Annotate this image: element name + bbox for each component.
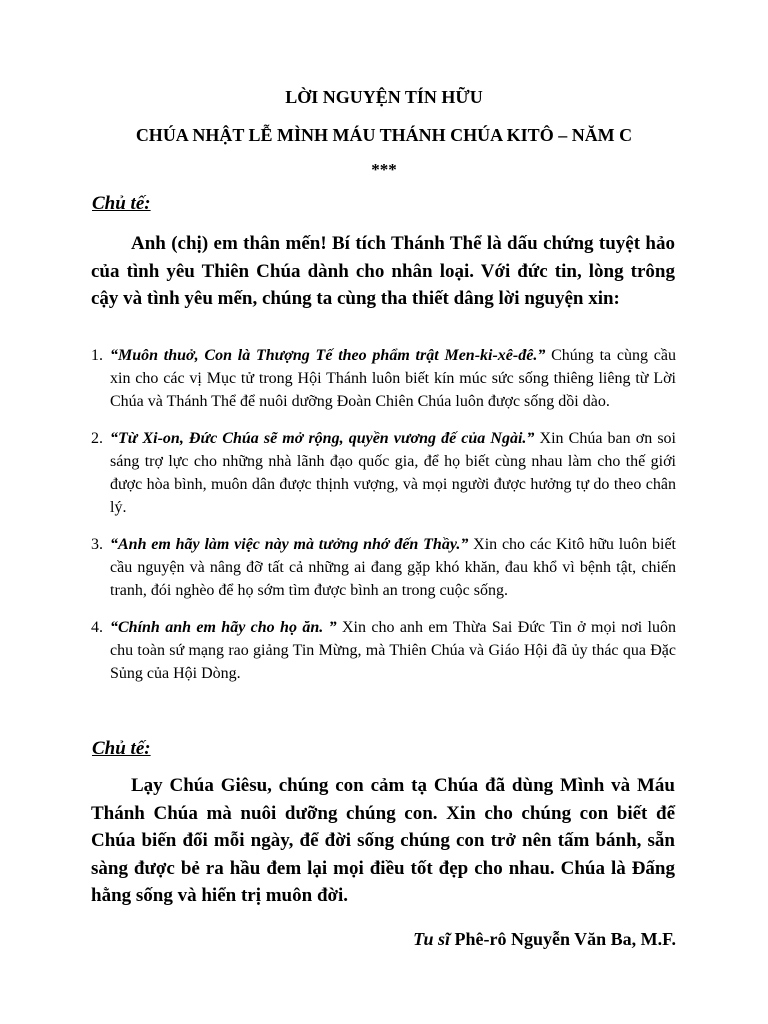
intention-item	[91, 427, 676, 519]
opening-prayer	[91, 230, 675, 313]
closing-prayer-text: Lạy Chúa Giêsu, chúng con cảm tạ Chúa đã dùng Mình và Máu Thánh Chúa mà nuôi dưỡng chúng con. Xin cho chúng con biết để Chúa biến đổi mỗi ngày, để đời sống chúng con trở nên tấm bánh, sẵn sàng được bẻ ra hầu đem lại mọi điều tốt đẹp cho nhau. Chúa là Đấng hằng sống và hiển trị muôn đời.	[91, 775, 675, 906]
closing-celebrant-label: Chủ tế:	[92, 738, 151, 759]
opening-prayer-text: Anh (chị) em thân mến! Bí tích Thánh Thể là dấu chứng tuyệt hảo của tình yêu Thiên Chúa dành cho nhân loại. Với đức tin, lòng trông cậy và tình yêu mến, chúng ta cùng tha thiết dâng lời nguyện xin:	[91, 233, 675, 309]
closing-prayer	[91, 772, 675, 910]
intentions-list	[91, 344, 676, 699]
intention-text: Xin cho anh em Thừa Sai Đức Tin ở mọi nơi luôn chu toàn sứ mạng rao giảng Tin Mừng, mà Thiên Chúa và Giáo Hội đã ủy thác qua Đặc Sủng của Hội Dòng.	[110, 619, 677, 682]
intention-number: 2.	[91, 430, 103, 447]
author-title: Tu sĩ	[413, 929, 450, 949]
intention-item	[91, 616, 676, 685]
intention-quote: “Chính anh em hãy cho họ ăn. ”	[110, 619, 337, 636]
intention-number: 3.	[91, 536, 103, 553]
intention-text: Chúng ta cùng cầu xin cho các vị Mục tử trong Hội Thánh luôn biết kín múc sức sống thiêng liêng từ Lời Chúa và Thánh Thể để nuôi dưỡng Đoàn Chiên Chúa luôn được sống dồi dào.	[110, 347, 676, 410]
intention-quote: “Anh em hãy làm việc này mà tưởng nhớ đến Thầy.”	[110, 536, 469, 553]
section-separator: ***	[371, 160, 397, 179]
intention-number: 4.	[91, 619, 103, 636]
intention-item	[91, 344, 676, 413]
intention-quote: “Muôn thuở, Con là Thượng Tế theo phẩm trật Men-ki-xê-đê.”	[110, 347, 546, 364]
intention-quote: “Từ Xi-on, Đức Chúa sẽ mở rộng, quyền vương đế của Ngài.”	[110, 430, 535, 447]
intention-item	[91, 533, 676, 602]
author-signature	[413, 929, 676, 950]
author-name: Phê-rô Nguyễn Văn Ba, M.F.	[454, 929, 676, 949]
opening-celebrant-label: Chủ tế:	[92, 193, 151, 214]
document-subtitle: CHÚA NHẬT LỄ MÌNH MÁU THÁNH CHÚA KITÔ – NĂM C	[135, 125, 633, 145]
document-title: LỜI NGUYỆN TÍN HỮU	[285, 87, 483, 107]
intention-text: Xin cho các Kitô hữu luôn biết cầu nguyện và nâng đỡ tất cả những ai đang gặp khó khăn, đau khổ vì bệnh tật, chiến tranh, đói nghèo để họ sớm tìm được bình an trong cuộc sống.	[110, 536, 676, 599]
intention-text: Xin Chúa ban ơn soi sáng trợ lực cho những nhà lãnh đạo quốc gia, để họ biết cùng nhau làm cho thế giới được hòa bình, muôn dân được thịnh vượng, và mọi người được hưởng tự do theo chân lý.	[110, 430, 676, 516]
intention-number: 1.	[91, 347, 103, 364]
